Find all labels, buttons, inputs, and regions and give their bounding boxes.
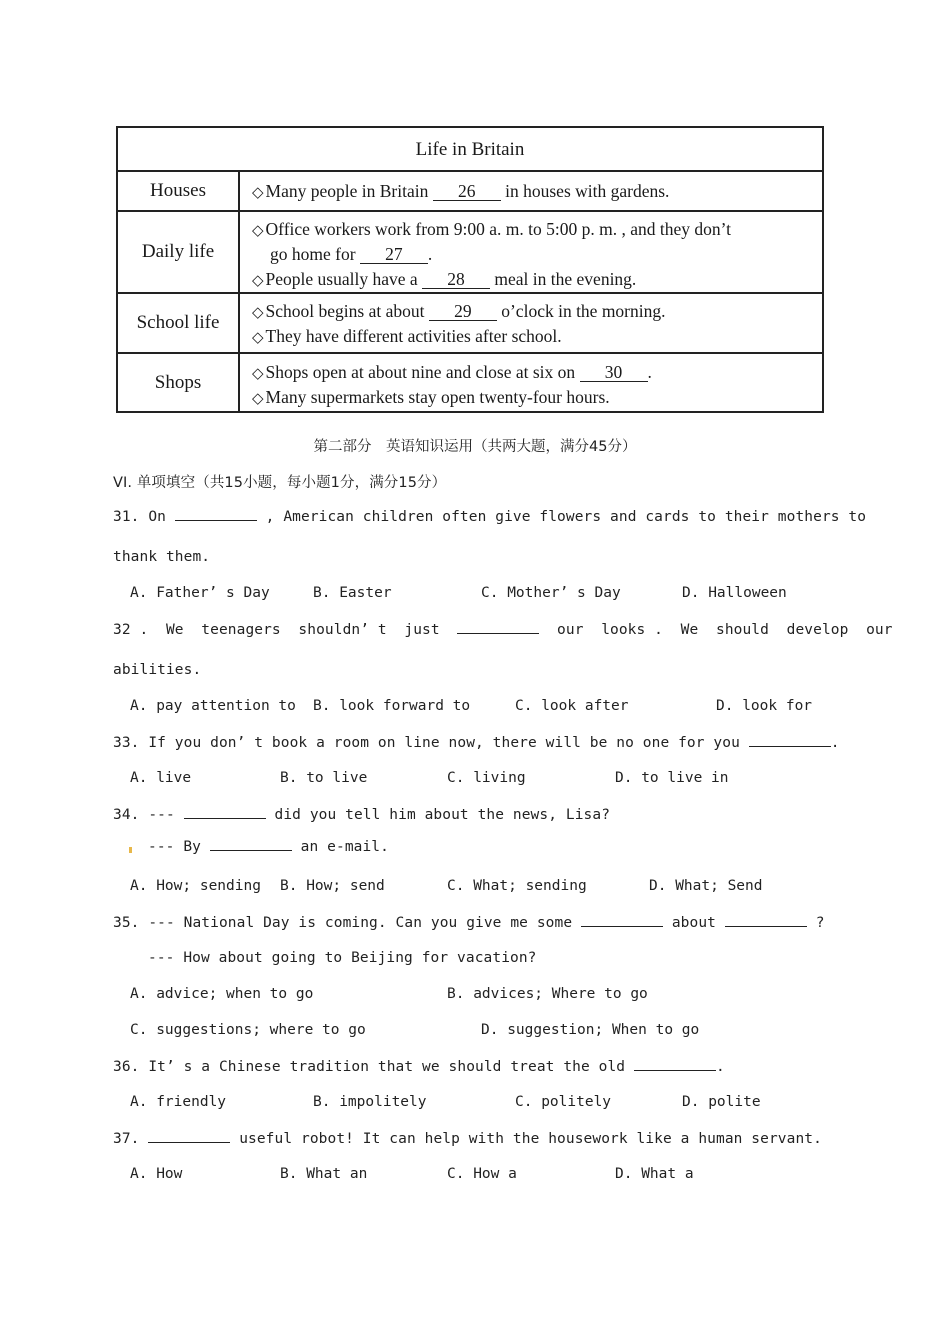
question-36: 36. It’ s a Chinese tradition that we should treat the old . <box>113 1059 725 1075</box>
table-line: ◇ Many supermarkets stay open twenty-four hours. <box>252 387 610 407</box>
answer-blank <box>175 508 257 521</box>
diamond-icon: ◇ <box>252 305 264 321</box>
blank-28: 28 <box>422 270 490 289</box>
option-b: B. impolitely <box>313 1094 427 1110</box>
row-body <box>240 212 822 292</box>
row-body <box>240 172 822 210</box>
option-c: C. living <box>447 770 526 786</box>
row-head: Daily life <box>118 212 240 292</box>
table-line: ◇ Office workers work from 9:00 a. m. to 5:00 p. m. , and they don’t <box>252 219 731 239</box>
question-31: 31. On , American children often give flowers and cards to their mothers to <box>113 509 867 525</box>
blank-29: 29 <box>429 302 497 321</box>
row-head: Shops <box>118 354 240 411</box>
blank-26: 26 <box>433 182 501 201</box>
option-a: A. advice; when to go <box>130 986 314 1002</box>
blank-30: 30 <box>580 363 648 382</box>
question-34-reply: --- By an e-mail. <box>148 839 389 855</box>
row-body <box>240 294 822 352</box>
answer-blank <box>749 734 831 747</box>
answer-blank <box>148 1130 230 1143</box>
question-33: 33. If you don’ t book a room on line now, there will be no one for you . <box>113 735 840 751</box>
answer-blank <box>634 1058 716 1071</box>
yellow-mark <box>129 847 132 853</box>
question-37: 37. useful robot! It can help with the housework like a human servant. <box>113 1131 822 1147</box>
option-d: D. suggestion; When to go <box>481 1022 700 1038</box>
option-b: B. advices; Where to go <box>447 986 648 1002</box>
option-c: C. What; sending <box>447 878 587 894</box>
option-d: D. look for <box>716 698 813 714</box>
option-c: C. suggestions; where to go <box>130 1022 366 1038</box>
option-b: B. What an <box>280 1166 368 1182</box>
table-row-shops <box>118 352 822 411</box>
answer-blank <box>581 914 663 927</box>
option-a: A. Father’ s Day <box>130 585 270 601</box>
table-line: ◇ People usually have a 28 meal in the evening. <box>252 269 637 289</box>
diamond-icon: ◇ <box>252 273 264 289</box>
option-d: D. polite <box>682 1094 761 1110</box>
option-c: C. look after <box>515 698 629 714</box>
option-a: A. How; sending <box>130 878 261 894</box>
diamond-icon: ◇ <box>252 185 264 201</box>
option-b: B. look forward to <box>313 698 471 714</box>
question-31-cont: thank them. <box>113 549 211 565</box>
option-d: D. What a <box>615 1166 694 1182</box>
option-b: B. Easter <box>313 585 392 601</box>
table-line: ◇ Shops open at about nine and close at six on 30 . <box>252 362 652 382</box>
option-d: D. What; Send <box>649 878 763 894</box>
table-line: ◇ School begins at about 29 o’clock in the morning. <box>252 301 666 321</box>
answer-blank <box>184 806 266 819</box>
option-c: C. politely <box>515 1094 612 1110</box>
table-row-daily-life <box>118 210 822 292</box>
diamond-icon: ◇ <box>252 391 264 407</box>
option-c: C. How a <box>447 1166 517 1182</box>
diamond-icon: ◇ <box>252 330 264 346</box>
table-row-school-life <box>118 292 822 352</box>
question-35-reply: --- How about going to Beijing for vacation? <box>148 950 537 966</box>
question-35: 35. --- National Day is coming. Can you give me some about ? <box>113 915 825 931</box>
row-head: Houses <box>118 172 240 210</box>
table-line: ◇ They have different activities after school. <box>252 326 562 346</box>
question-32: 32 . We teenagers shouldn’ t just our looks . We should develop our <box>113 622 893 638</box>
question-34: 34. --- did you tell him about the news, Lisa? <box>113 807 611 823</box>
question-32-cont: abilities. <box>113 662 202 678</box>
answer-blank <box>210 838 292 851</box>
part-title: VI. 单项填空（共15小题，每小题1分，满分15分） <box>113 475 447 491</box>
answer-blank <box>457 621 539 634</box>
life-in-britain-table <box>116 126 824 413</box>
answer-blank <box>725 914 807 927</box>
diamond-icon: ◇ <box>252 366 264 382</box>
option-d: D. Halloween <box>682 585 787 601</box>
option-a: A. pay attention to <box>130 698 296 714</box>
option-a: A. live <box>130 770 192 786</box>
row-head: School life <box>118 294 240 352</box>
table-row-houses <box>118 170 822 210</box>
option-b: B. to live <box>280 770 368 786</box>
row-body <box>240 354 822 411</box>
diamond-icon: ◇ <box>252 223 264 239</box>
option-c: C. Mother’ s Day <box>481 585 621 601</box>
table-title: Life in Britain <box>415 139 525 160</box>
option-d: D. to live in <box>615 770 729 786</box>
table-line: ◇ Many people in Britain 26 in houses with gardens. <box>252 181 670 201</box>
option-a: A. friendly <box>130 1094 227 1110</box>
section-title: 第二部分 英语知识运用（共两大题，满分45分） <box>313 439 637 455</box>
table-line: go home for 27 . <box>270 244 433 264</box>
blank-27: 27 <box>360 245 428 264</box>
option-a: A. How <box>130 1166 183 1182</box>
option-b: B. How; send <box>280 878 385 894</box>
